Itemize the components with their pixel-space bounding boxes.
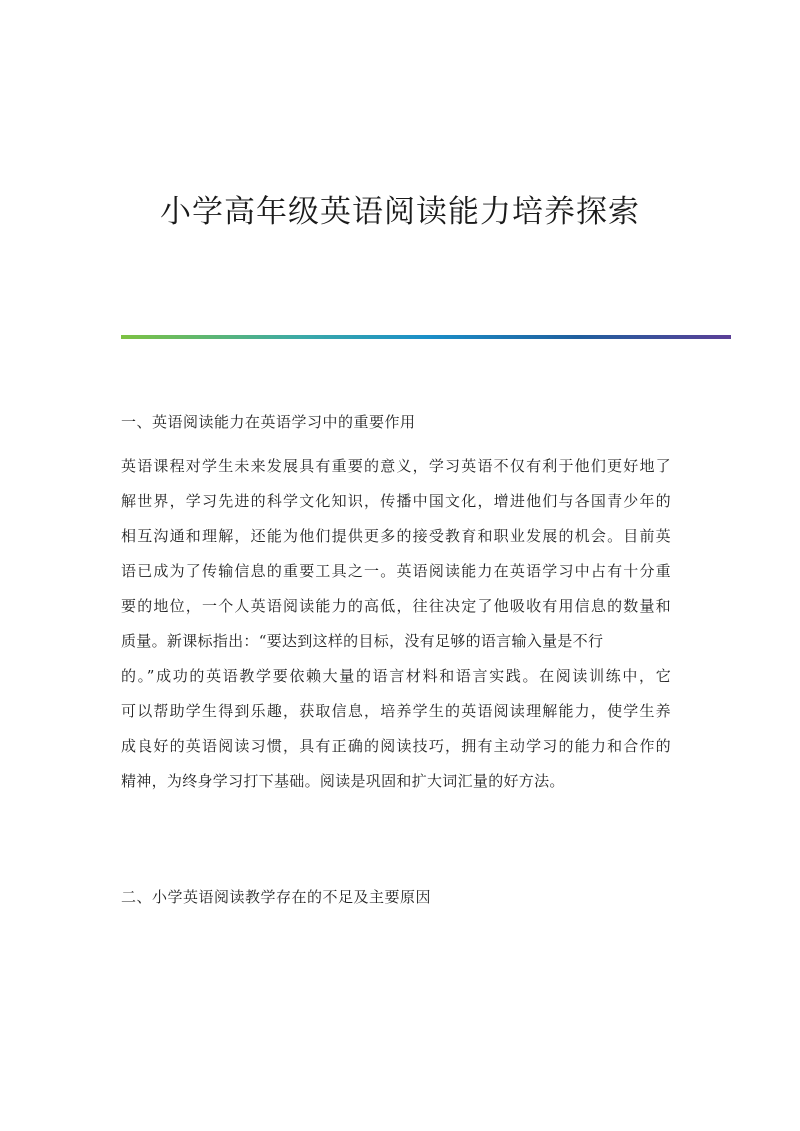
title-divider: [121, 335, 731, 339]
paragraph-line: 要的地位，一个人英语阅读能力的高低，往往决定了他吸收有用信息的数量和: [121, 597, 671, 615]
section-heading-2: 二、小学英语阅读教学存在的不足及主要原因: [121, 888, 432, 906]
paragraph-line: 成良好的英语阅读习惯，具有正确的阅读技巧，拥有主动学习的能力和合作的: [121, 737, 671, 755]
paragraph-line: 质量。新课标指出：“要达到这样的目标，没有足够的语言输入量是不行: [121, 632, 604, 650]
paragraph-line: 相互沟通和理解，还能为他们提供更多的接受教育和职业发展的机会。目前英: [121, 527, 671, 545]
paragraph-line: 英语课程对学生未来发展具有重要的意义，学习英语不仅有利于他们更好地了: [121, 457, 671, 475]
page-title: 小学高年级英语阅读能力培养探索: [160, 194, 640, 230]
paragraph-line: 精神，为终身学习打下基础。阅读是巩固和扩大词汇量的好方法。: [121, 772, 565, 790]
paragraph-line: 语已成为了传输信息的重要工具之一。英语阅读能力在英语学习中占有十分重: [121, 562, 671, 580]
paragraph-line: 的。”成功的英语教学要依赖大量的语言材料和语言实践。在阅读训练中，它: [121, 667, 671, 685]
section-heading-1: 一、英语阅读能力在英语学习中的重要作用: [121, 413, 416, 431]
paragraph-line: 可以帮助学生得到乐趣，获取信息，培养学生的英语阅读理解能力，使学生养: [121, 702, 671, 720]
body-paragraph: [121, 452, 671, 802]
paragraph-line: 解世界，学习先进的科学文化知识，传播中国文化，增进他们与各国青少年的: [121, 492, 671, 510]
